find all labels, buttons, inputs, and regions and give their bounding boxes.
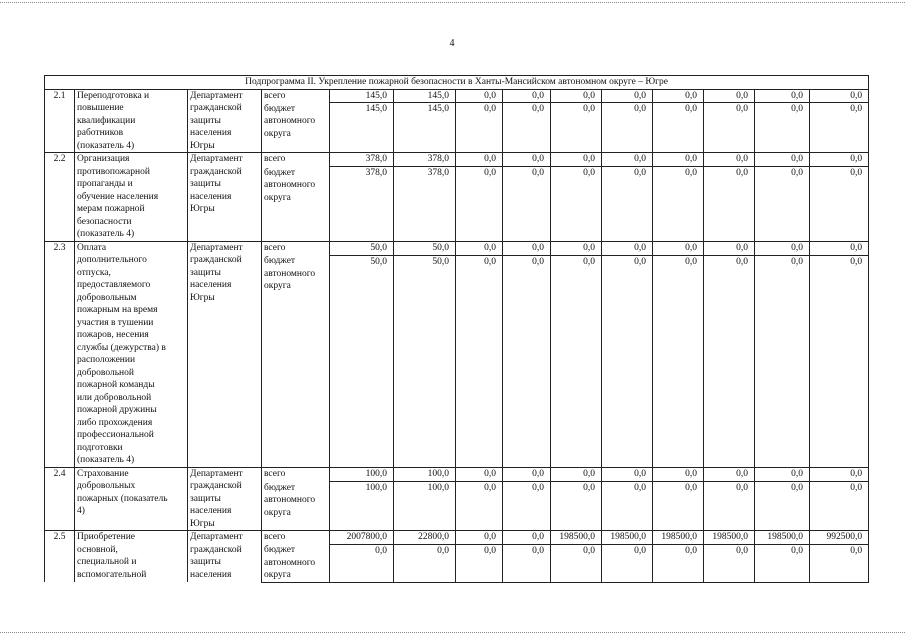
value-budget-cell: 0,0 (503, 103, 551, 153)
value-budget-cell: 0,0 (503, 544, 551, 582)
value-budget-cell: 0,0 (456, 255, 503, 467)
measure-name: Оплата дополнительного отпуска, предоставляемого добровольным пожарным на время участия в тушении пожаров, несения службы (дежурства) в расположении добровольной пожарной команды или добровольной пожарной дружины либо прохождения профессиональной подготовки (показатель 4) (75, 241, 188, 467)
value-total-cell: 0,0 (755, 241, 810, 255)
measure-name: Приобретение основной, специальной и вспомогательной (75, 531, 188, 583)
value-total-cell: 0,0 (810, 89, 869, 103)
value-total-cell: 0,0 (456, 467, 503, 482)
value-budget-cell: 0,0 (456, 103, 503, 153)
value-budget-cell: 0,0 (704, 255, 755, 467)
measure-row-total (45, 531, 869, 545)
measure-name: Организация противопожарной пропаганды и обучение населения мерам пожарной безопасности (показатель 4) (75, 153, 188, 242)
funding-source-budget: бюджет автономного округа (262, 255, 330, 467)
measure-number: 2.5 (45, 531, 75, 583)
value-total-cell: 50,0 (330, 241, 394, 255)
value-total-cell: 0,0 (653, 467, 704, 482)
value-budget-cell: 0,0 (755, 103, 810, 153)
value-total-cell: 0,0 (503, 467, 551, 482)
measure-row-total (45, 153, 869, 167)
value-budget-cell: 0,0 (653, 167, 704, 241)
value-budget-cell: 0,0 (755, 167, 810, 241)
value-total-cell: 0,0 (602, 241, 653, 255)
value-total-cell: 100,0 (330, 467, 394, 482)
value-budget-cell: 0,0 (653, 544, 704, 582)
funding-table (44, 75, 869, 583)
value-budget-cell: 0,0 (810, 103, 869, 153)
value-budget-cell: 0,0 (551, 167, 602, 241)
measure-executor: Департамент гражданской защиты населения Югры (188, 89, 262, 153)
subprogram-title: Подпрограмма II. Укрепление пожарной безопасности в Ханты-Мансийском автономном округе – Югре (45, 76, 869, 90)
measure-number: 2.1 (45, 89, 75, 153)
value-budget-cell: 0,0 (810, 255, 869, 467)
value-total-cell: 378,0 (394, 153, 456, 167)
value-budget-cell: 0,0 (704, 167, 755, 241)
value-total-cell: 992500,0 (810, 531, 869, 545)
funding-source-budget: бюджет автономного округа (262, 103, 330, 153)
value-budget-cell: 0,0 (653, 255, 704, 467)
measure-row-total (45, 241, 869, 255)
value-total-cell: 0,0 (755, 89, 810, 103)
value-total-cell: 0,0 (551, 153, 602, 167)
measure-number: 2.4 (45, 467, 75, 531)
value-budget-cell: 0,0 (755, 544, 810, 582)
value-budget-cell: 0,0 (810, 167, 869, 241)
value-total-cell: 0,0 (755, 153, 810, 167)
value-total-cell: 0,0 (602, 153, 653, 167)
value-total-cell: 0,0 (456, 89, 503, 103)
value-budget-cell: 0,0 (551, 255, 602, 467)
funding-source-total: всего (262, 153, 330, 167)
measure-number: 2.2 (45, 153, 75, 242)
value-total-cell: 2007800,0 (330, 531, 394, 545)
value-budget-cell: 0,0 (551, 482, 602, 531)
value-budget-cell: 0,0 (653, 103, 704, 153)
value-budget-cell: 0,0 (456, 544, 503, 582)
value-total-cell: 0,0 (551, 241, 602, 255)
value-total-cell: 0,0 (704, 153, 755, 167)
value-total-cell: 0,0 (456, 241, 503, 255)
value-total-cell: 0,0 (551, 467, 602, 482)
value-total-cell: 0,0 (551, 89, 602, 103)
value-total-cell: 0,0 (755, 467, 810, 482)
funding-source-total: всего (262, 89, 330, 103)
value-total-cell: 0,0 (602, 467, 653, 482)
value-total-cell: 145,0 (330, 89, 394, 103)
value-budget-cell: 145,0 (394, 103, 456, 153)
value-budget-cell: 100,0 (330, 482, 394, 531)
value-total-cell: 100,0 (394, 467, 456, 482)
subprogram-row (45, 76, 869, 90)
value-budget-cell: 100,0 (394, 482, 456, 531)
value-total-cell: 198500,0 (704, 531, 755, 545)
value-budget-cell: 50,0 (330, 255, 394, 467)
value-budget-cell: 378,0 (330, 167, 394, 241)
funding-source-total: всего (262, 241, 330, 255)
value-total-cell: 0,0 (503, 89, 551, 103)
value-total-cell: 198500,0 (755, 531, 810, 545)
value-total-cell: 0,0 (503, 241, 551, 255)
value-total-cell: 0,0 (456, 153, 503, 167)
scan-bottom-edge (0, 632, 905, 633)
page-number: 4 (449, 38, 455, 49)
value-budget-cell: 50,0 (394, 255, 456, 467)
value-budget-cell: 0,0 (810, 482, 869, 531)
value-total-cell: 0,0 (503, 153, 551, 167)
value-total-cell: 0,0 (456, 531, 503, 545)
measure-row-total (45, 467, 869, 482)
value-total-cell: 198500,0 (653, 531, 704, 545)
value-total-cell: 378,0 (330, 153, 394, 167)
value-total-cell: 0,0 (810, 153, 869, 167)
value-total-cell: 145,0 (394, 89, 456, 103)
value-total-cell: 198500,0 (602, 531, 653, 545)
value-budget-cell: 0,0 (704, 482, 755, 531)
value-budget-cell: 0,0 (704, 544, 755, 582)
measure-executor: Департамент гражданской защиты населения Югры (188, 153, 262, 242)
value-total-cell: 50,0 (394, 241, 456, 255)
value-budget-cell: 0,0 (755, 255, 810, 467)
value-budget-cell: 0,0 (456, 482, 503, 531)
value-budget-cell: 0,0 (755, 482, 810, 531)
value-total-cell: 198500,0 (551, 531, 602, 545)
funding-source-budget: бюджет автономного округа (262, 482, 330, 531)
measure-executor: Департамент гражданской защиты населения (188, 531, 262, 583)
value-total-cell: 0,0 (653, 153, 704, 167)
value-budget-cell: 0,0 (456, 167, 503, 241)
value-budget-cell: 145,0 (330, 103, 394, 153)
measure-number: 2.3 (45, 241, 75, 467)
value-budget-cell: 0,0 (602, 482, 653, 531)
value-budget-cell: 0,0 (503, 255, 551, 467)
value-total-cell: 0,0 (704, 241, 755, 255)
measure-name: Страхование добровольных пожарных (показатель 4) (75, 467, 188, 531)
value-budget-cell: 0,0 (602, 544, 653, 582)
value-budget-cell: 0,0 (551, 544, 602, 582)
value-budget-cell: 0,0 (810, 544, 869, 582)
funding-source-budget: бюджет автономного округа (262, 167, 330, 241)
value-total-cell: 0,0 (704, 89, 755, 103)
value-total-cell: 0,0 (653, 89, 704, 103)
value-budget-cell: 0,0 (503, 482, 551, 531)
value-budget-cell: 0,0 (503, 167, 551, 241)
measure-row-total (45, 89, 869, 103)
value-total-cell: 0,0 (503, 531, 551, 545)
measure-executor: Департамент гражданской защиты населения Югры (188, 467, 262, 531)
measure-name: Переподготовка и повышение квалификации работников (показатель 4) (75, 89, 188, 153)
value-total-cell: 22800,0 (394, 531, 456, 545)
value-budget-cell: 0,0 (653, 482, 704, 531)
value-budget-cell: 0,0 (602, 103, 653, 153)
value-budget-cell: 0,0 (602, 167, 653, 241)
value-budget-cell: 0,0 (602, 255, 653, 467)
value-budget-cell: 0,0 (551, 103, 602, 153)
value-total-cell: 0,0 (810, 467, 869, 482)
value-budget-cell: 0,0 (704, 103, 755, 153)
value-total-cell: 0,0 (704, 467, 755, 482)
funding-source-budget: бюджет автономного округа (262, 544, 330, 582)
scan-top-edge (0, 2, 905, 3)
value-budget-cell: 0,0 (330, 544, 394, 582)
value-total-cell: 0,0 (653, 241, 704, 255)
value-total-cell: 0,0 (602, 89, 653, 103)
funding-source-total: всего (262, 531, 330, 545)
value-budget-cell: 378,0 (394, 167, 456, 241)
value-budget-cell: 0,0 (394, 544, 456, 582)
value-total-cell: 0,0 (810, 241, 869, 255)
funding-source-total: всего (262, 467, 330, 482)
measure-executor: Департамент гражданской защиты населения Югры (188, 241, 262, 467)
